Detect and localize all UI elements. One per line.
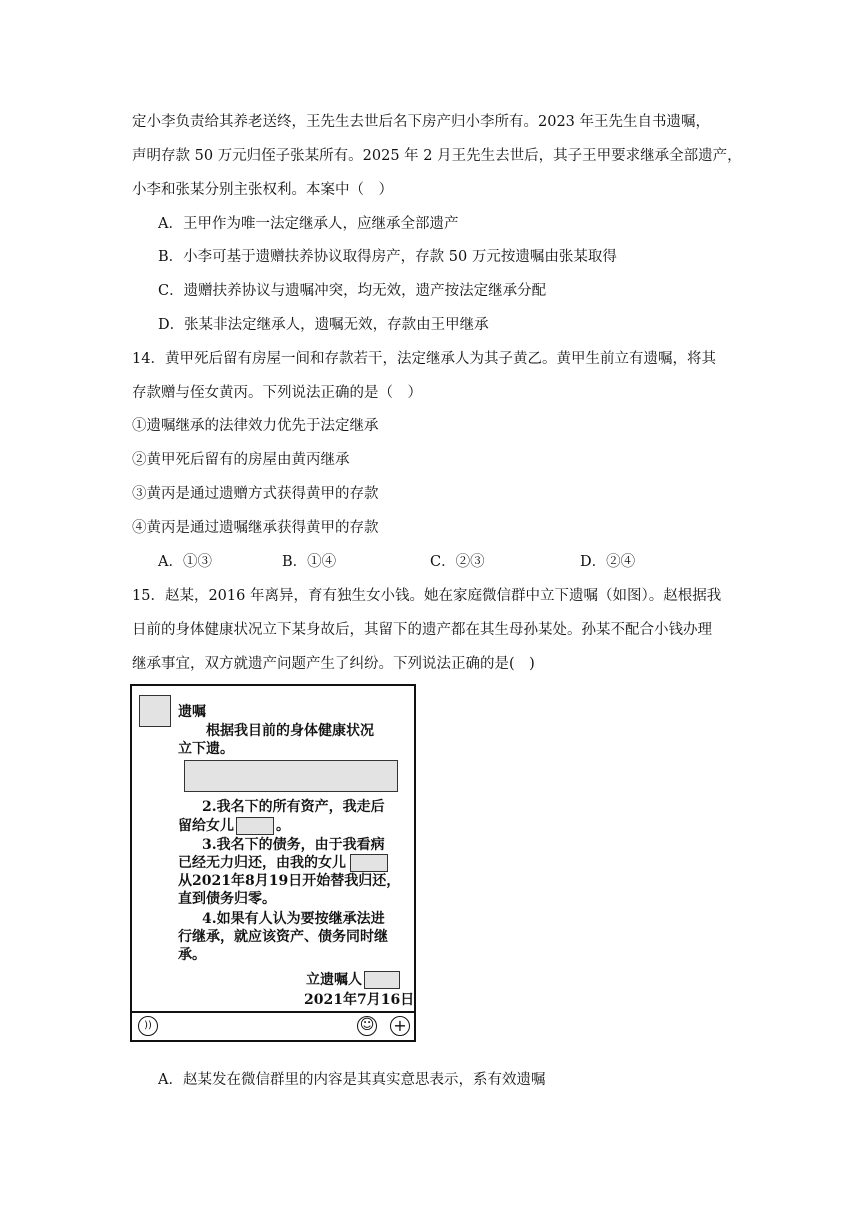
chat-line-6-text: 已经无力归还，由我的女儿 (178, 855, 346, 871)
signer-label: 立遗嘱人 (306, 972, 362, 988)
q13-option-d: D．张某非法定继承人，遗嘱无效，存款由王甲继承 (158, 317, 489, 333)
q15-line-2: 日前的身体健康状况立下某身故后，其留下的遗产都在其生母孙某处。孙某不配合小钱办理 (132, 622, 712, 638)
chat-line-2: 立下遗。 (178, 741, 234, 757)
q13-line-3: 小李和张某分别主张权利。本案中（ ） (132, 182, 393, 198)
emoji-icon[interactable]: ☺ (357, 1016, 377, 1036)
q14-option-b: B．①④ (282, 554, 337, 570)
chat-line-4 (178, 817, 290, 835)
chat-line-3: 2.我名下的所有资产，我走后 (202, 799, 385, 815)
avatar (139, 695, 171, 727)
q13-line-2: 声明存款 50 万元归侄子张某所有。2025 年 2 月王先生去世后，其子王甲要求继承全部遗产， (132, 148, 742, 164)
chat-input-bar (132, 1011, 414, 1040)
redacted-name-box (350, 854, 388, 872)
chat-line-9: 4.如果有人认为要按继承法进 (202, 911, 385, 927)
q13-option-a: A．王甲作为唯一法定继承人，应继承全部遗产 (158, 216, 459, 232)
redacted-name-box (236, 817, 274, 835)
q14-option-c: C．②③ (430, 554, 485, 570)
q13-line-1: 定小李负责给其养老送终，王先生去世后名下房产归小李所有。2023 年王先生自书遗嘱， (132, 114, 711, 130)
chat-line-5: 3.我名下的债务，由于我看病 (202, 837, 385, 853)
q14-statement-3: ③黄丙是通过遗赠方式获得黄甲的存款 (132, 486, 379, 502)
voice-icon[interactable]: )) (138, 1016, 158, 1036)
redacted-block (184, 760, 398, 792)
q14-line-2: 存款赠与侄女黄丙。下列说法正确的是（ ） (132, 385, 422, 401)
redacted-signer-box (364, 971, 400, 989)
chat-line-6 (178, 854, 388, 872)
q14-statement-1: ①遗嘱继承的法律效力优先于法定继承 (132, 418, 379, 434)
chat-line-1: 根据我目前的身体健康状况 (206, 723, 374, 739)
chat-line-11: 承。 (178, 947, 206, 963)
q14-line-1: 14．黄甲死后留有房屋一间和存款若干，法定继承人为其子黄乙。黄甲生前立有遗嘱，将其 (132, 351, 716, 367)
chat-title: 遗嘱 (178, 704, 206, 720)
chat-line-4-text: 留给女儿 (178, 818, 234, 834)
q14-statement-2: ②黄甲死后留有的房屋由黄丙继承 (132, 452, 350, 468)
q14-option-a: A．①③ (158, 554, 212, 570)
chat-line-7: 从2021年8月19日开始替我归还， (178, 873, 401, 889)
q15-option-a: A．赵某发在微信群里的内容是其真实意思表示，系有效遗嘱 (158, 1072, 546, 1088)
plus-icon[interactable]: + (390, 1016, 410, 1036)
q14-statement-4: ④黄丙是通过遗嘱继承获得黄甲的存款 (132, 520, 379, 536)
q13-option-b: B．小李可基于遗赠扶养协议取得房产，存款 50 万元按遗嘱由张某取得 (158, 249, 617, 265)
chat-line-4-end: 。 (276, 818, 290, 834)
will-date: 2021年7月16日 (304, 992, 415, 1008)
signer-line (306, 971, 400, 989)
q13-option-c: C．遗赠扶养协议与遗嘱冲突，均无效，遗产按法定继承分配 (158, 283, 547, 299)
chat-line-8: 直到债务归零。 (178, 891, 276, 907)
chat-line-10: 行继承，就应该资产、债务同时继 (178, 929, 388, 945)
q15-line-1: 15．赵某，2016 年离异，育有独生女小钱。她在家庭微信群中立下遗嘱（如图）。赵根据我 (132, 588, 722, 604)
q15-line-3: 继承事宜，双方就遗产问题产生了纠纷。下列说法正确的是( ) (132, 656, 535, 672)
q14-option-d: D．②④ (580, 554, 636, 570)
wechat-will-figure (130, 684, 416, 1042)
